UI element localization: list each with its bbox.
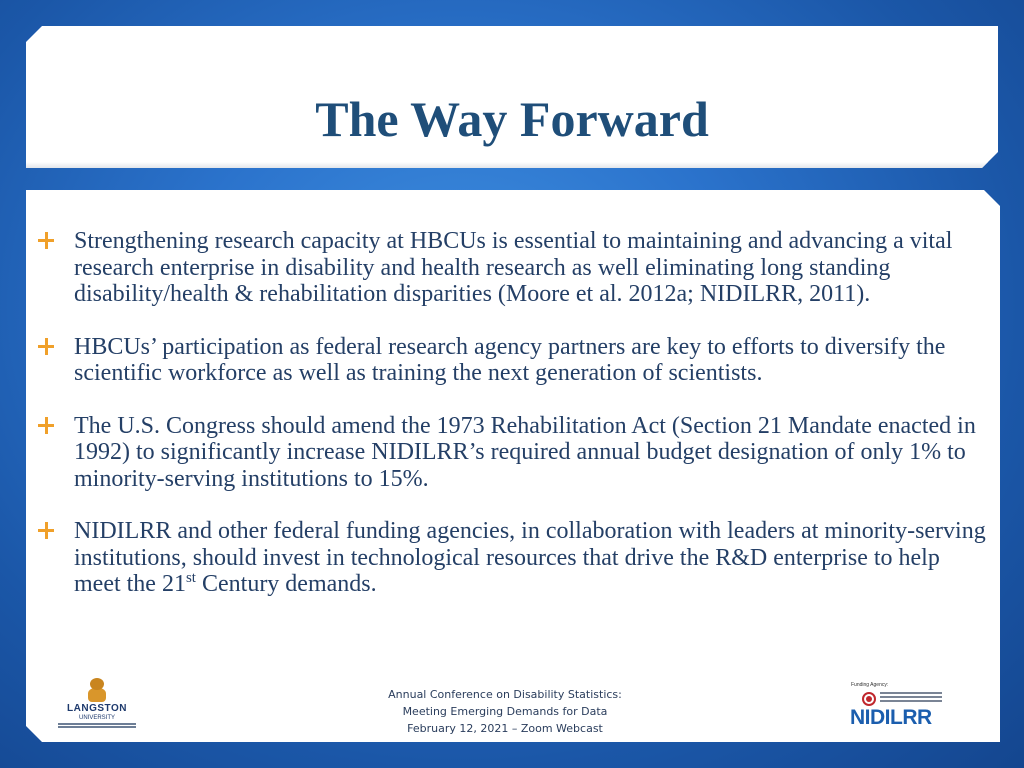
funding-agency-label: Funding Agency: (851, 682, 889, 688)
plus-icon (36, 518, 56, 544)
conference-line: Meeting Emerging Demands for Data (402, 705, 608, 718)
bullet-text: Strengthening research capacity at HBCUs is essential to maintaining and advancing a vital research enterprise in disability and health research as well eliminating long standing disability/health & rehabilitation disparities (Moore et al. 2012a; NIDILRR, 2011). (74, 228, 953, 307)
langston-sub: UNIVERSITY (78, 715, 115, 721)
superscript: st (185, 570, 196, 586)
bullet-item (36, 334, 986, 387)
plus-icon (36, 413, 56, 439)
langston-logo (54, 678, 140, 734)
bullet-text: HBCUs’ participation as federal research agency partners are key to efforts to diversify the scientific workforce as well as training the next generation of scientists. (74, 333, 946, 386)
bullet-list (36, 228, 986, 624)
plus-icon (36, 334, 56, 360)
bullet-item (36, 518, 986, 598)
seal-icon (862, 692, 876, 706)
conference-info (340, 686, 670, 737)
langston-fine-print (54, 722, 140, 726)
conference-line: Annual Conference on Disability Statistics: (388, 688, 622, 701)
bullet-item (36, 413, 986, 493)
nidilrr-fine-print (880, 692, 942, 704)
plus-icon (36, 228, 56, 254)
slide-title: The Way Forward (315, 91, 709, 147)
bullet-text-part: NIDILRR and other federal funding agencies, in collaboration with leaders at minority-serving institutions, should invest in technological resources that drive the R&D enterprise to help meet the 21 (74, 518, 986, 597)
nidilrr-wordmark: NIDILRR (850, 706, 932, 729)
bullet-text: The U.S. Congress should amend the 1973 Rehabilitation Act (Section 21 Mandate enacted in 1992) to significantly increase NIDILRR’s required annual budget designation of only 1% to minority-serving institutions to 15%. (74, 412, 976, 492)
bullet-item (36, 228, 986, 308)
langston-name: LANGSTON (67, 703, 127, 714)
nidilrr-logo (846, 682, 946, 730)
conference-line: February 12, 2021 – Zoom Webcast (407, 722, 603, 735)
lion-icon (86, 678, 108, 702)
bullet-text-part: Century demands. (195, 571, 377, 597)
